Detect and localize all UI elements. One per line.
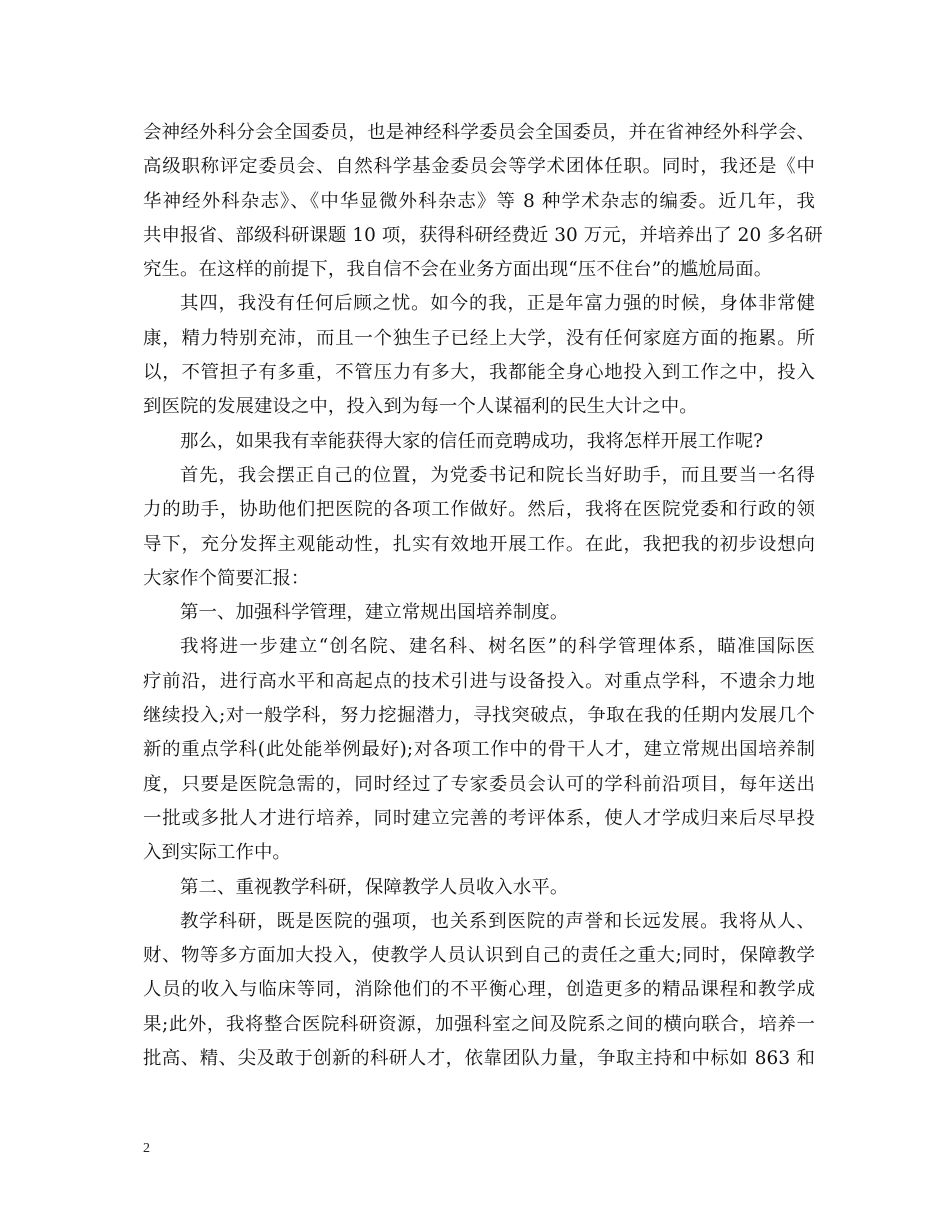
text-line: 度，只要是医院急需的，同时经过了专家委员会认可的学科前沿项目，每年送出 <box>143 773 815 795</box>
document-body <box>143 116 823 1076</box>
text-line: 会神经外科分会全国委员，也是神经科学委员会全国委员，并在省神经外科学会、 <box>143 122 815 143</box>
text-line: 继续投入;对一般学科，努力挖掘潜力，寻找突破点，争取在我的任期内发展几个 <box>143 705 815 727</box>
text-line: 财、物等多方面加大投入，使教学人员认识到自己的责任之重大;同时，保障教学 <box>143 945 815 967</box>
text-line: 共申报省、部级科研课题 10 项，获得科研经费近 30 万元，并培养出了 20 多名研 <box>143 224 823 246</box>
paragraph-first-line: 那么，如果我有幸能获得大家的信任而竞聘成功，我将怎样开展工作呢? <box>180 430 764 452</box>
text-line: 到医院的发展建设之中，投入到为每一个人谋福利的民生大计之中。 <box>143 396 698 418</box>
text-line: 批高、精、尖及敢于创新的科研人才，依靠团队力量，争取主持和中标如 863 和 <box>143 1048 815 1070</box>
text-line: 导下，充分发挥主观能动性，扎实有效地开展工作。在此，我把我的初步设想向 <box>143 533 815 555</box>
text-line: 人员的收入与临床等同，消除他们的不平衡心理，创造更多的精品课程和教学成 <box>143 979 815 1001</box>
text-line: 一批或多批人才进行培养，同时建立完善的考评体系，使人才学成归来后尽早投 <box>143 807 815 829</box>
section-heading: 第二、重视教学科研，保障教学人员收入水平。 <box>180 876 569 898</box>
text-line: 疗前沿，进行高水平和高起点的技术引进与设备投入。对重点学科，不遗余力地 <box>143 670 815 692</box>
text-line: 康，精力特别充沛，而且一个独生子已经上大学，没有任何家庭方面的拖累。所 <box>143 327 815 349</box>
text-line: 果;此外，我将整合医院科研资源，加强科室之间及院系之间的横向联合，培养一 <box>143 1013 815 1035</box>
text-line: 以，不管担子有多重，不管压力有多大，我都能全身心地投入到工作之中，投入 <box>143 362 815 384</box>
section-heading: 第一、加强科学管理，建立常规出国培养制度。 <box>180 602 569 624</box>
paragraph-first-line: 教学科研，既是医院的强项，也关系到医院的声誉和长远发展。我将从人、 <box>180 910 815 932</box>
text-line: 力的助手，协助他们把医院的各项工作做好。然后，我将在医院党委和行政的领 <box>143 499 815 521</box>
paragraph-first-line: 其四，我没有任何后顾之忧。如今的我，正是年富力强的时候，身体非常健 <box>180 293 815 315</box>
page-number: 2 <box>143 1141 150 1156</box>
text-line: 入到实际工作中。 <box>143 842 291 864</box>
text-line: 究生。在这样的前提下，我自信不会在业务方面出现“压不住台”的尴尬局面。 <box>143 259 773 281</box>
text-line: 新的重点学科(此处能举例最好);对各项工作中的骨干人才，建立常规出国培养制 <box>143 739 815 761</box>
text-line: 高级职称评定委员会、自然科学基金委员会等学术团体任职。同时，我还是《中 <box>143 156 815 178</box>
paragraph-first-line: 我将进一步建立“创名院、建名科、树名医”的科学管理体系，瞄准国际医 <box>180 636 815 658</box>
text-line: 华神经外科杂志》、《中华显微外科杂志》等 8 种学术杂志的编委。近几年，我 <box>143 190 815 212</box>
paragraph-first-line: 首先，我会摆正自己的位置，为党委书记和院长当好助手，而且要当一名得 <box>180 464 815 486</box>
text-line: 大家作个简要汇报： <box>143 567 310 589</box>
